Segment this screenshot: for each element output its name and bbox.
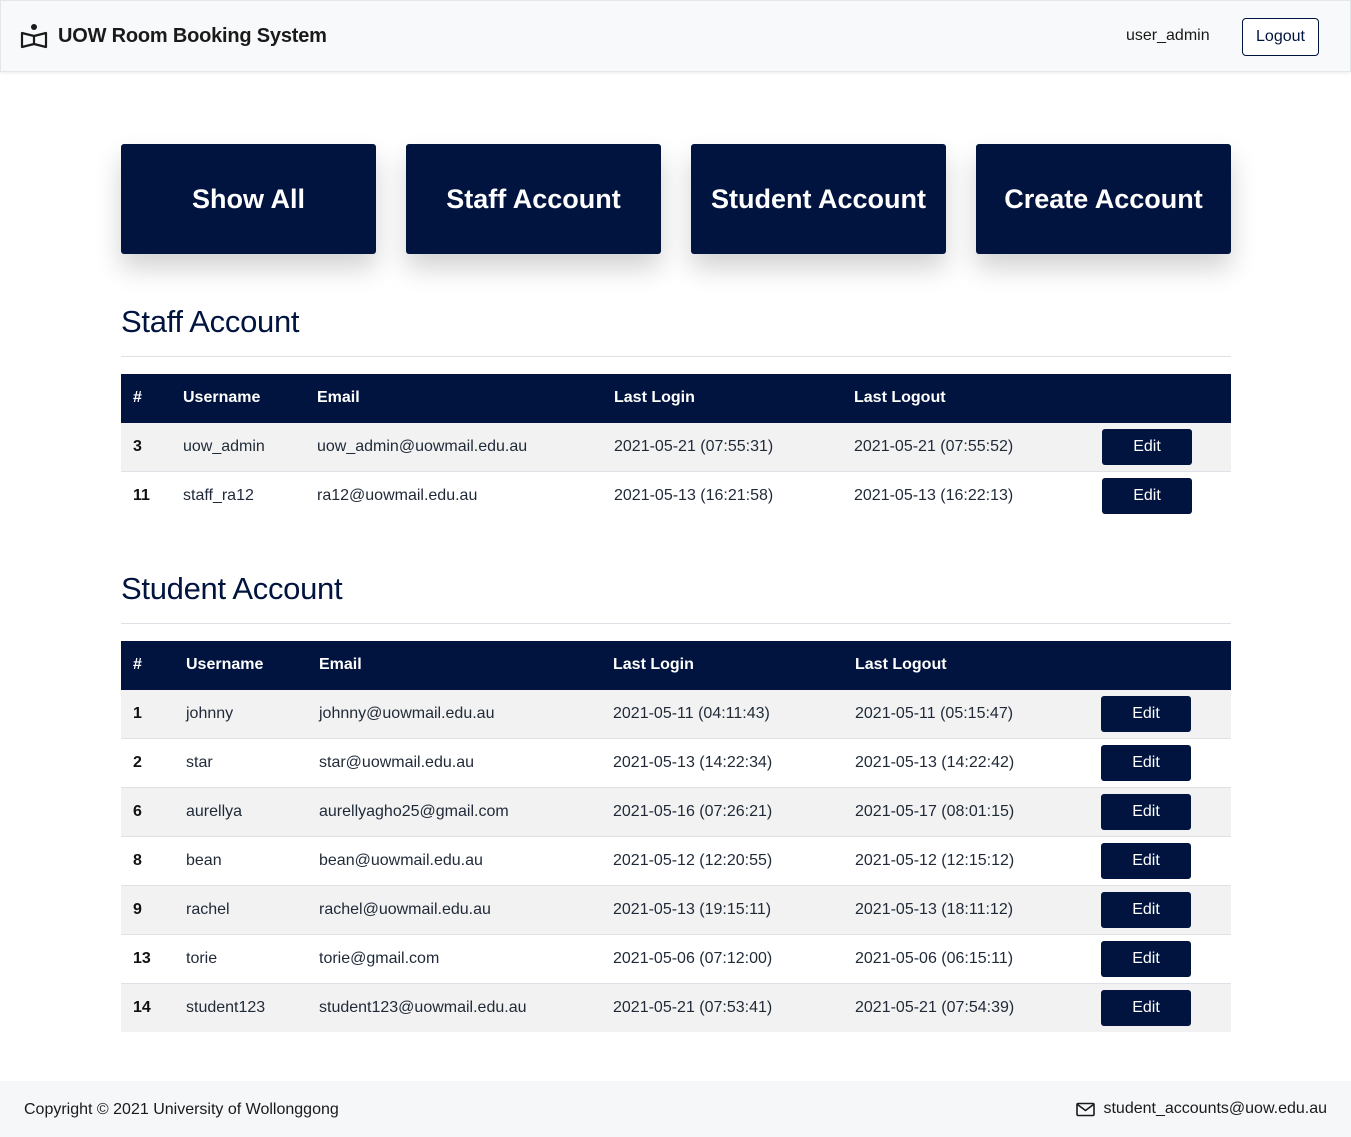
brand-link[interactable] <box>20 22 327 50</box>
cell-action <box>1089 983 1231 1032</box>
staff-account-button[interactable]: Staff Account <box>406 144 661 254</box>
cell-email: bean@uowmail.edu.au <box>307 836 601 885</box>
column-header-last-logout: Last Logout <box>843 641 1089 689</box>
envelope-icon <box>1076 1102 1095 1117</box>
cell-username: uow_admin <box>171 422 305 471</box>
cell-email: johnny@uowmail.edu.au <box>307 689 601 738</box>
column-header-id: # <box>121 641 174 689</box>
edit-button[interactable]: Edit <box>1101 892 1191 928</box>
student-section-title: Student Account <box>121 571 343 606</box>
cell-email: star@uowmail.edu.au <box>307 738 601 787</box>
cell-last-logout: 2021-05-11 (05:15:47) <box>843 689 1089 738</box>
cell-username: staff_ra12 <box>171 471 305 520</box>
staff-section-title: Staff Account <box>121 304 300 339</box>
cell-username: rachel <box>174 885 307 934</box>
cell-email: aurellyagho25@gmail.com <box>307 787 601 836</box>
student-account-table <box>121 641 1231 1032</box>
cell-id: 8 <box>121 836 174 885</box>
column-header-username: Username <box>174 641 307 689</box>
cell-last-login: 2021-05-21 (07:55:31) <box>602 422 842 471</box>
cell-username: star <box>174 738 307 787</box>
cell-last-logout: 2021-05-12 (12:15:12) <box>843 836 1089 885</box>
column-header-username: Username <box>171 374 305 422</box>
cell-username: johnny <box>174 689 307 738</box>
edit-button[interactable]: Edit <box>1101 696 1191 732</box>
table-header-row <box>121 374 1231 422</box>
table-row <box>121 738 1231 787</box>
cell-action <box>1089 836 1231 885</box>
cell-last-logout: 2021-05-21 (07:54:39) <box>843 983 1089 1032</box>
table-row <box>121 836 1231 885</box>
page-footer <box>0 1081 1351 1137</box>
cell-email: rachel@uowmail.edu.au <box>307 885 601 934</box>
cell-last-login: 2021-05-13 (19:15:11) <box>601 885 843 934</box>
table-row <box>121 689 1231 738</box>
cell-email: torie@gmail.com <box>307 934 601 983</box>
cell-id: 6 <box>121 787 174 836</box>
cell-action <box>1090 471 1231 520</box>
cell-action <box>1089 787 1231 836</box>
table-row <box>121 885 1231 934</box>
cell-username: torie <box>174 934 307 983</box>
cell-last-logout: 2021-05-17 (08:01:15) <box>843 787 1089 836</box>
cell-action <box>1089 738 1231 787</box>
cell-action <box>1090 422 1231 471</box>
show-all-button[interactable]: Show All <box>121 144 376 254</box>
cell-id: 11 <box>121 471 171 520</box>
contact-email-link[interactable] <box>1076 1100 1327 1118</box>
cell-email: student123@uowmail.edu.au <box>307 983 601 1032</box>
staff-account-table <box>121 374 1231 520</box>
table-row <box>121 934 1231 983</box>
table-row <box>121 787 1231 836</box>
table-row <box>121 983 1231 1032</box>
cell-id: 14 <box>121 983 174 1032</box>
cell-action <box>1089 934 1231 983</box>
cell-id: 13 <box>121 934 174 983</box>
current-username: user_admin <box>1126 27 1210 44</box>
column-header-last-logout: Last Logout <box>842 374 1090 422</box>
edit-button[interactable]: Edit <box>1102 478 1192 514</box>
edit-button[interactable]: Edit <box>1101 941 1191 977</box>
edit-button[interactable]: Edit <box>1101 990 1191 1026</box>
column-header-action <box>1089 641 1231 689</box>
edit-button[interactable]: Edit <box>1102 429 1192 465</box>
cell-last-login: 2021-05-13 (16:21:58) <box>602 471 842 520</box>
cell-username: student123 <box>174 983 307 1032</box>
table-header-row <box>121 641 1231 689</box>
student-account-button[interactable]: Student Account <box>691 144 946 254</box>
cell-username: bean <box>174 836 307 885</box>
logout-button[interactable]: Logout <box>1242 18 1319 56</box>
student-section-divider <box>121 623 1231 624</box>
cell-last-login: 2021-05-11 (04:11:43) <box>601 689 843 738</box>
column-header-id: # <box>121 374 171 422</box>
table-row <box>121 471 1231 520</box>
cell-last-login: 2021-05-12 (12:20:55) <box>601 836 843 885</box>
cell-last-login: 2021-05-21 (07:53:41) <box>601 983 843 1032</box>
cell-id: 2 <box>121 738 174 787</box>
create-account-button[interactable]: Create Account <box>976 144 1231 254</box>
brand-title: UOW Room Booking System <box>58 24 327 47</box>
staff-section-divider <box>121 356 1231 357</box>
column-header-last-login: Last Login <box>601 641 843 689</box>
cell-last-login: 2021-05-06 (07:12:00) <box>601 934 843 983</box>
column-header-action <box>1090 374 1231 422</box>
copyright-text: Copyright © 2021 University of Wollonggong <box>24 1101 339 1118</box>
cell-last-logout: 2021-05-21 (07:55:52) <box>842 422 1090 471</box>
cell-action <box>1089 689 1231 738</box>
table-row <box>121 422 1231 471</box>
cell-last-logout: 2021-05-13 (16:22:13) <box>842 471 1090 520</box>
column-header-email: Email <box>305 374 602 422</box>
edit-button[interactable]: Edit <box>1101 745 1191 781</box>
column-header-last-login: Last Login <box>602 374 842 422</box>
top-navbar <box>0 0 1351 72</box>
cell-action <box>1089 885 1231 934</box>
column-header-email: Email <box>307 641 601 689</box>
cell-email: ra12@uowmail.edu.au <box>305 471 602 520</box>
contact-email-text: student_accounts@uow.edu.au <box>1103 1100 1327 1117</box>
open-book-person-icon <box>20 22 48 50</box>
cell-id: 9 <box>121 885 174 934</box>
cell-email: uow_admin@uowmail.edu.au <box>305 422 602 471</box>
cell-last-logout: 2021-05-13 (18:11:12) <box>843 885 1089 934</box>
edit-button[interactable]: Edit <box>1101 794 1191 830</box>
cell-last-logout: 2021-05-06 (06:15:11) <box>843 934 1089 983</box>
cell-last-logout: 2021-05-13 (14:22:42) <box>843 738 1089 787</box>
cell-last-login: 2021-05-13 (14:22:34) <box>601 738 843 787</box>
cell-id: 1 <box>121 689 174 738</box>
cell-last-login: 2021-05-16 (07:26:21) <box>601 787 843 836</box>
edit-button[interactable]: Edit <box>1101 843 1191 879</box>
cell-id: 3 <box>121 422 171 471</box>
cell-username: aurellya <box>174 787 307 836</box>
